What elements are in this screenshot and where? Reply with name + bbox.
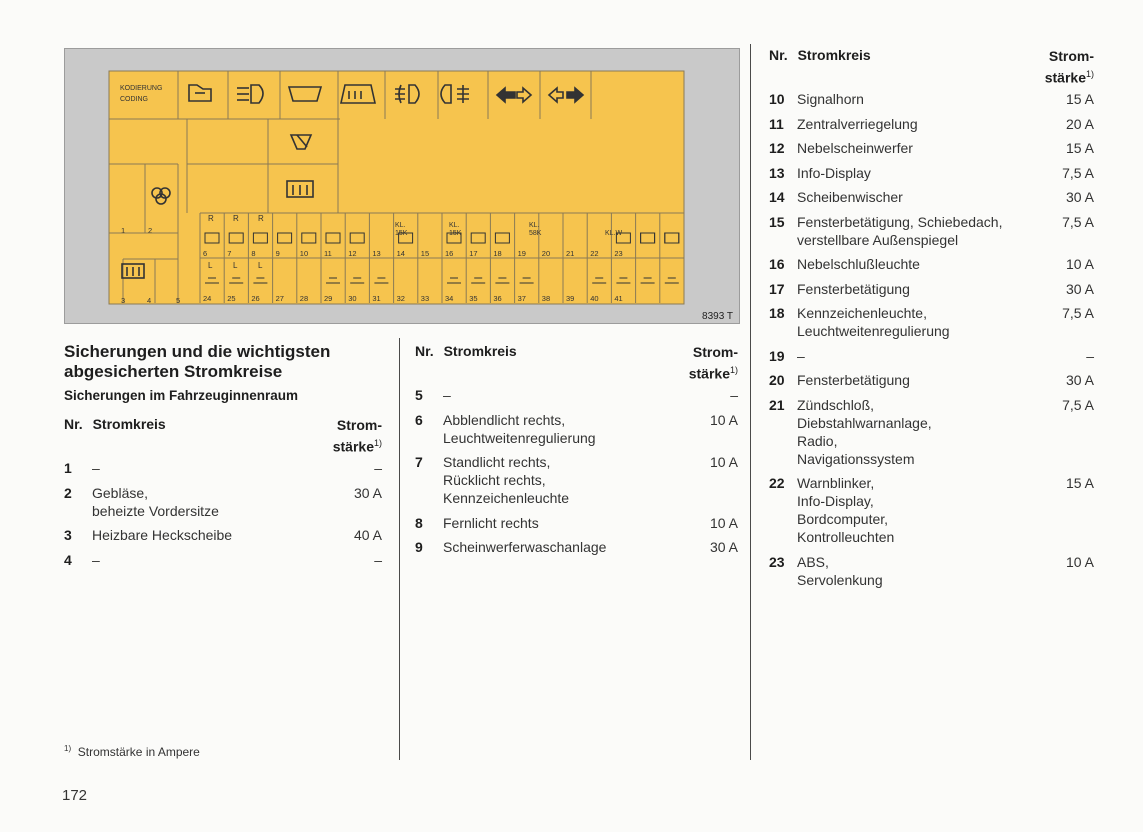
fuse-circuit: Zündschloß, Diebstahlwarnanlage, Radio, Navigationssystem xyxy=(797,396,932,467)
fuse-number-20: 20 xyxy=(541,249,551,258)
fuse-amperage: 10 A xyxy=(1065,553,1094,570)
fuse-number-5: 5 xyxy=(176,296,181,305)
fuse-row xyxy=(769,396,1094,468)
header-amp-mark: 1) xyxy=(1085,69,1094,79)
fuse-circuit: – xyxy=(92,551,100,568)
section-subtitle: Sicherungen im Fahrzeuginnenraum xyxy=(64,388,299,403)
fuse-row xyxy=(769,304,1094,340)
fuse-number: 12 xyxy=(769,140,785,156)
fuse-amperage: – xyxy=(730,387,738,403)
footnote xyxy=(64,744,200,759)
fuse-amperage: 30 A xyxy=(1065,280,1094,297)
fuse-number-33: 33 xyxy=(420,294,430,303)
l-label-26: L xyxy=(258,261,263,270)
fuse-number-10: 10 xyxy=(299,249,309,258)
fuse-number-19: 19 xyxy=(517,249,526,258)
fuse-number-32: 32 xyxy=(396,294,405,303)
page-title: Sicherungen und die wichtigsten abgesicherten Stromkreise xyxy=(64,342,331,381)
fuse-box-diagram xyxy=(64,48,740,324)
fuse-number: 23 xyxy=(769,553,785,570)
table-header-col1 xyxy=(64,416,382,455)
fuse-number-2: 2 xyxy=(148,226,153,235)
header-amperage xyxy=(1045,47,1094,87)
fuse-number-8: 8 xyxy=(251,249,256,258)
fuse-circuit: Fensterbetätigung xyxy=(797,372,910,388)
fuse-circuit: Fernlicht rechts xyxy=(443,514,539,531)
fuse-circuit: Signalhorn xyxy=(797,91,864,107)
fuse-number-24: 24 xyxy=(203,294,212,303)
fuse-amperage: 10 A xyxy=(709,514,738,531)
fuse-number-16: 16 xyxy=(445,249,454,258)
fuse-row xyxy=(769,115,1094,133)
coding-label-2: CODING xyxy=(120,96,148,103)
fuse-box-drawing xyxy=(65,49,741,325)
kl15k-label-a-1: KL. xyxy=(395,222,406,229)
fuse-number-26: 26 xyxy=(251,294,260,303)
fuse-circuit: Nebelscheinwerfer xyxy=(797,140,913,156)
fuse-circuit: – xyxy=(797,347,805,364)
fuse-number: 2 xyxy=(64,484,72,501)
fuse-row xyxy=(415,453,738,507)
fuse-amperage: 15 A xyxy=(1065,140,1094,156)
fuse-number-25: 25 xyxy=(227,294,236,303)
fuse-number: 1 xyxy=(64,460,72,476)
fuse-circuit: Fensterbetätigung xyxy=(797,280,910,297)
fuse-number-41: 41 xyxy=(614,294,623,303)
fuse-number: 10 xyxy=(769,91,785,107)
fuse-row xyxy=(769,255,1094,273)
header-amp-line1: Strom- xyxy=(1048,48,1094,64)
fuse-row xyxy=(769,164,1094,182)
fuse-number: 22 xyxy=(769,475,785,491)
fuse-amperage: 10 A xyxy=(709,411,738,428)
diagram-code: 8393 T xyxy=(702,311,733,322)
kl58k-label-2: 58K xyxy=(529,230,542,237)
header-amperage xyxy=(333,416,382,456)
fuse-number-21: 21 xyxy=(566,249,575,258)
fuse-number: 21 xyxy=(769,396,785,413)
fuse-number-36: 36 xyxy=(493,294,502,303)
fuse-number-27: 27 xyxy=(275,294,284,303)
fuse-row xyxy=(769,347,1094,365)
header-amp-line2: stärke xyxy=(688,365,730,382)
fuse-amperage: 15 A xyxy=(1065,475,1094,491)
fuse-number-40: 40 xyxy=(590,294,599,303)
fuse-amperage: 7,5 A xyxy=(1062,213,1094,230)
header-amperage xyxy=(689,343,738,383)
fuse-row xyxy=(769,188,1094,206)
fuse-number: 14 xyxy=(769,189,785,205)
fuse-number: 20 xyxy=(769,372,785,388)
fuse-circuit: ABS, Servolenkung xyxy=(797,553,883,588)
header-nr: Nr. xyxy=(64,416,83,432)
fuse-row xyxy=(415,386,738,404)
fuse-number: 3 xyxy=(64,527,72,543)
fuse-row xyxy=(769,139,1094,157)
fuse-circuit: Heizbare Heckscheibe xyxy=(92,527,233,543)
fuse-amperage: 30 A xyxy=(1065,189,1094,205)
fuse-number: 19 xyxy=(769,347,785,364)
fuse-circuit: Kennzeichenleuchte, Leuchtweitenregulierung xyxy=(797,305,950,339)
header-amp-line1: Strom- xyxy=(692,344,738,360)
fuse-amperage: 7,5 A xyxy=(1062,396,1094,413)
header-nr: Nr. xyxy=(415,343,434,359)
fuse-row xyxy=(769,213,1094,249)
fuse-number: 9 xyxy=(415,539,423,555)
fuse-row xyxy=(64,551,382,569)
fuse-circuit: Abblendlicht rechts, Leuchtweitenregulierung xyxy=(443,411,596,446)
header-amp-line2: stärke xyxy=(1044,69,1086,86)
fuse-number: 8 xyxy=(415,514,423,531)
fuse-circuit: Nebelschlußleuchte xyxy=(797,256,920,272)
footnote-mark: 1) xyxy=(64,744,72,753)
fuse-circuit: Warnblinker, Info-Display, Bordcomputer, Kontrolleuchten xyxy=(797,475,895,545)
fuse-circuit: Standlicht rechts, Rücklicht rechts, Kennzeichenleuchte xyxy=(443,454,570,506)
header-amp-mark: 1) xyxy=(373,438,382,448)
fuse-row xyxy=(64,526,382,544)
header-nr: Nr. xyxy=(769,47,788,63)
fuse-circuit: Gebläse, beheizte Vordersitze xyxy=(92,484,219,519)
page-number: 172 xyxy=(62,787,88,804)
fuse-number-29: 29 xyxy=(324,294,333,303)
fuse-number-3: 3 xyxy=(121,296,126,305)
fuse-row xyxy=(415,538,738,556)
fuse-number-22: 22 xyxy=(590,249,599,258)
l-label-24: L xyxy=(208,261,213,270)
fuse-circuit: Scheibenwischer xyxy=(797,189,903,205)
fuse-number: 16 xyxy=(769,256,785,272)
fuse-amperage: 40 A xyxy=(353,527,382,543)
klw-label: KL.W xyxy=(605,230,623,237)
fuse-circuit: Fensterbetätigung, Schiebedach, verstellbare Außenspiegel xyxy=(797,213,1003,248)
fuse-amperage: 20 A xyxy=(1065,115,1094,132)
fuse-number-1: 1 xyxy=(121,226,126,235)
fuse-number: 18 xyxy=(769,305,785,321)
fuse-number-30: 30 xyxy=(348,294,357,303)
fuse-amperage: 7,5 A xyxy=(1062,305,1094,321)
fuse-number: 15 xyxy=(769,213,785,230)
fuse-circuit: Info-Display xyxy=(797,164,871,181)
fuse-number-28: 28 xyxy=(299,294,309,303)
fuse-row xyxy=(415,514,738,532)
kl15k-label-b-1: KL. xyxy=(449,222,460,229)
fuse-circuit: – xyxy=(92,460,100,476)
fuse-circuit: Scheinwerferwaschanlage xyxy=(443,539,607,555)
header-amp-line1: Strom- xyxy=(336,417,382,433)
header-circuit: Stromkreis xyxy=(797,47,871,63)
fuse-number-12: 12 xyxy=(348,249,357,258)
fuse-row xyxy=(769,553,1094,589)
fuse-number: 13 xyxy=(769,164,785,181)
fuse-number-11: 11 xyxy=(324,249,332,258)
fuse-number-9: 9 xyxy=(275,249,280,258)
header-amp-mark: 1) xyxy=(729,365,738,375)
fuse-number-7: 7 xyxy=(227,249,232,258)
fuse-row xyxy=(769,90,1094,108)
fuse-number: 4 xyxy=(64,551,72,568)
fuse-row xyxy=(64,459,382,477)
fuse-row xyxy=(769,474,1094,546)
r-label-8: R xyxy=(258,214,264,223)
fuse-row xyxy=(64,484,382,520)
fuse-number-23: 23 xyxy=(614,249,623,258)
fuse-row xyxy=(769,280,1094,298)
column-divider-2 xyxy=(750,44,751,760)
fuse-number-35: 35 xyxy=(469,294,478,303)
fuse-amperage: 15 A xyxy=(1065,91,1094,107)
fuse-number-39: 39 xyxy=(566,294,575,303)
fuse-number: 11 xyxy=(769,115,784,132)
kl15k-label-b-2: 15K xyxy=(449,230,462,237)
fuse-circuit: Zentralverriegelung xyxy=(797,115,918,132)
fuse-number-34: 34 xyxy=(445,294,454,303)
fuse-number-37: 37 xyxy=(517,294,526,303)
fuse-number-14: 14 xyxy=(396,249,405,258)
table-header-col3 xyxy=(769,47,1094,86)
fuse-panel xyxy=(109,71,684,304)
fuse-amperage: 10 A xyxy=(709,454,738,470)
fuse-row xyxy=(415,411,738,447)
kl58k-label-1: KL. xyxy=(529,222,540,229)
r-label-7: R xyxy=(233,214,239,223)
fuse-amperage: 30 A xyxy=(1065,372,1094,388)
fuse-number: 5 xyxy=(415,387,423,403)
header-circuit: Stromkreis xyxy=(92,416,166,432)
l-label-25: L xyxy=(233,261,238,270)
fuse-number: 6 xyxy=(415,411,423,428)
fuse-amperage: – xyxy=(1086,347,1094,364)
fuse-number-31: 31 xyxy=(372,294,381,303)
fuse-number-6: 6 xyxy=(203,249,208,258)
footnote-text: Stromstärke in Ampere xyxy=(77,745,200,759)
fuse-number-4: 4 xyxy=(147,296,152,305)
fuse-number-38: 38 xyxy=(541,294,551,303)
fuse-number-15: 15 xyxy=(420,249,430,258)
coding-label-1: KODIERUNG xyxy=(120,85,163,92)
header-amp-line2: stärke xyxy=(332,438,374,455)
fuse-number: 7 xyxy=(415,454,423,470)
r-label-6: R xyxy=(208,214,214,223)
header-circuit: Stromkreis xyxy=(443,343,517,359)
fuse-row xyxy=(769,371,1094,389)
fuse-amperage: 7,5 A xyxy=(1062,164,1094,181)
fuse-amperage: – xyxy=(374,460,382,476)
table-header-col2 xyxy=(415,343,738,382)
fuse-amperage: 30 A xyxy=(709,539,738,555)
kl15k-label-a-2: 15K xyxy=(395,230,408,237)
fuse-amperage: 30 A xyxy=(353,484,382,501)
fuse-number-17: 17 xyxy=(469,249,478,258)
fuse-number: 17 xyxy=(769,280,785,297)
fuse-circuit: – xyxy=(443,387,451,403)
fuse-number-13: 13 xyxy=(372,249,381,258)
fuse-amperage: 10 A xyxy=(1065,256,1094,272)
fuse-number-18: 18 xyxy=(493,249,502,258)
fuse-amperage: – xyxy=(374,551,382,568)
column-divider-1 xyxy=(399,338,400,760)
